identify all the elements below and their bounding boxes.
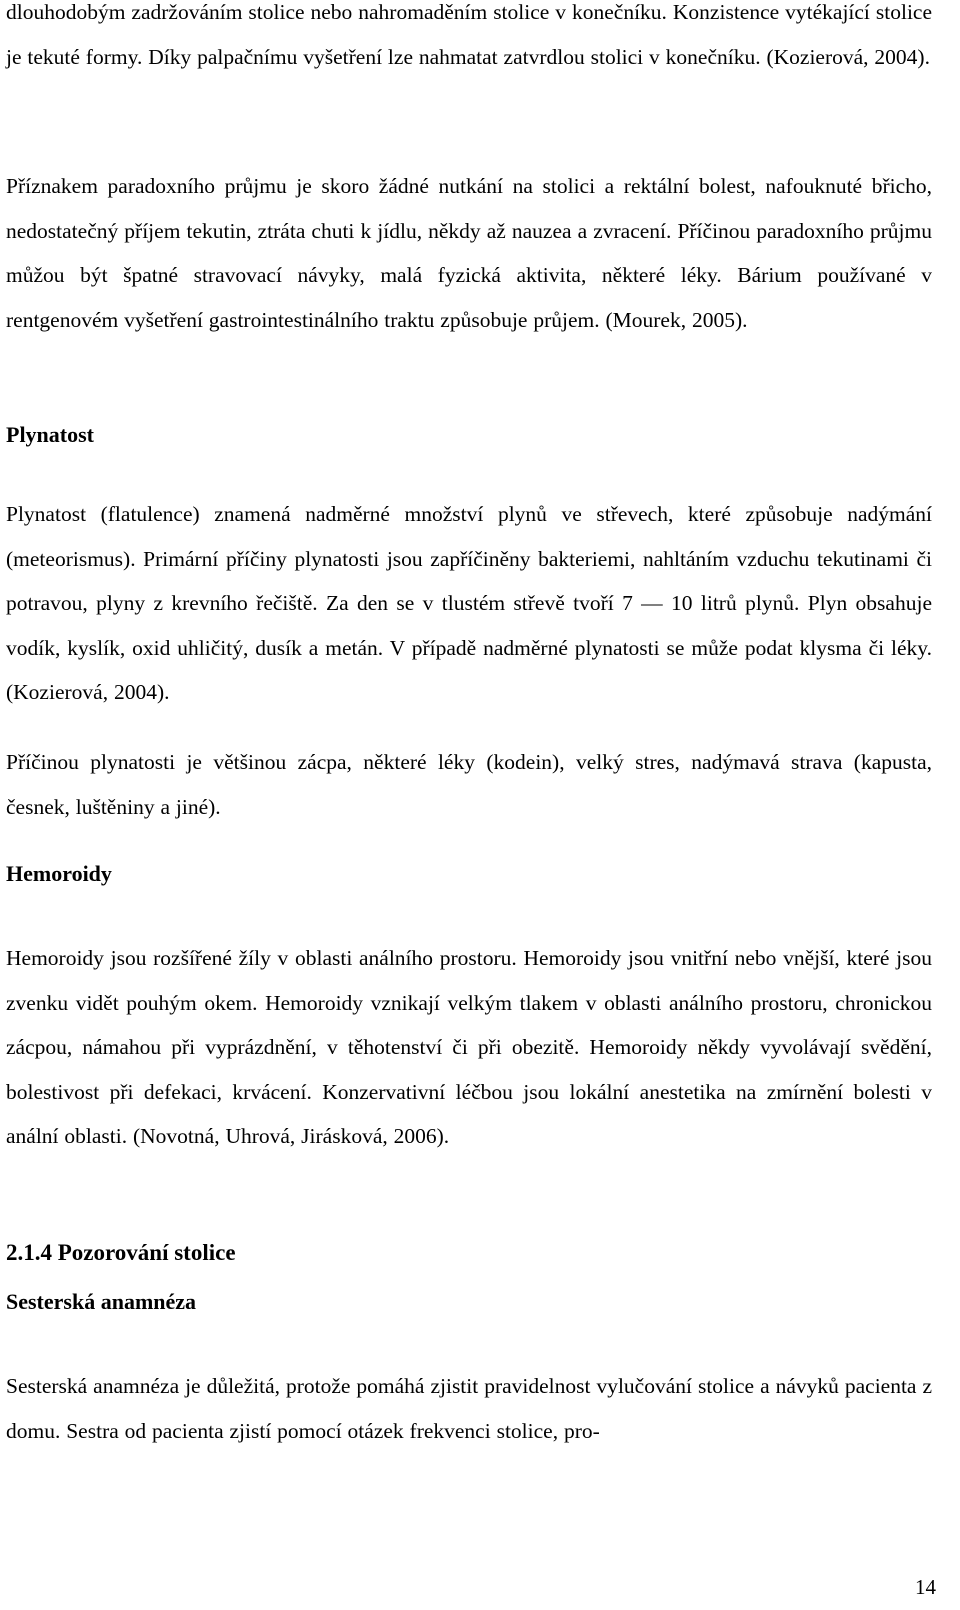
heading-hemoroidy: Hemoroidy: [6, 861, 112, 886]
heading-plynatost: Plynatost: [6, 422, 94, 447]
paragraph-flatulence-causes: Příčinou plynatosti je většinou zácpa, některé léky (kodein), velký stres, nadýmavá strava (kapusta, česnek, luštěniny a jiné).: [6, 750, 932, 819]
paragraph-nursing-anamnesis: Sesterská anamnéza je důležitá, protože pomáhá zjistit pravidelnost vylučování stolice a návyků pacienta z domu. Sestra od pacienta zjistí pomocí otázek frekvenci stolice, pro-: [6, 1374, 932, 1443]
page-number: 14: [915, 1575, 936, 1599]
paragraph-flatulence-definition: Plynatost (flatulence) znamená nadměrné množství plynů ve střevech, které způsobuje nadýmání (meteorismus). Primární příčiny plynatosti jsou zapříčiněny bakteriemi, nahltáním vzduchu tekutinami či potravou, plyny z krevního řečiště. Za den se v tlustém střevě tvoří 7 — 10 litrů plynů. Plyn obsahuje vodík, kyslík, oxid uhličitý, dusík a metán. V případě nadměrné plynatosti se může podat klysma či léky. (Kozierová, 2004).: [6, 502, 932, 704]
paragraph-paradoxical-diarrhea-symptoms: Příznakem paradoxního průjmu je skoro žádné nutkání na stolici a rektální bolest, nafouknuté břicho, nedostatečný příjem tekutin, ztráta chuti k jídlu, někdy až nauzea a zvracení. Příčinou paradoxního průjmu můžou být špatné stravovací návyky, malá fyzická aktivita, některé léky. Bárium používané v rentgenovém vyšetření gastrointestinálního traktu způsobuje průjem. (Mourek, 2005).: [6, 174, 932, 332]
heading-nursing-anamnesis: Sesterská anamnéza: [6, 1289, 197, 1314]
paragraph-hemorrhoids: Hemoroidy jsou rozšířené žíly v oblasti análního prostoru. Hemoroidy jsou vnitřní nebo vnější, které jsou zvenku vidět pouhým okem. Hemoroidy vznikají velkým tlakem v oblasti análního prostoru, chronickou zácpou, námahou při vyprázdnění, v těhotenství či při obezitě. Hemoroidy někdy vyvolávají svědění, bolestivost při defekaci, krvácení. Konzervativní léčbou jsou lokální anestetika na zmírnění bolesti v anální oblasti. (Novotná, Uhrová, Jirásková, 2006).: [6, 946, 932, 1148]
paragraph-paradoxical-diarrhea-end: dlouhodobým zadržováním stolice nebo nahromaděním stolice v konečníku. Konzistence vytékající stolice je tekuté formy. Díky palpačnímu vyšetření lze nahmatat zatvrdlou stolici v konečníku. (Kozierová, 2004).: [6, 0, 932, 69]
heading-stool-observation: 2.1.4 Pozorování stolice: [6, 1240, 236, 1265]
